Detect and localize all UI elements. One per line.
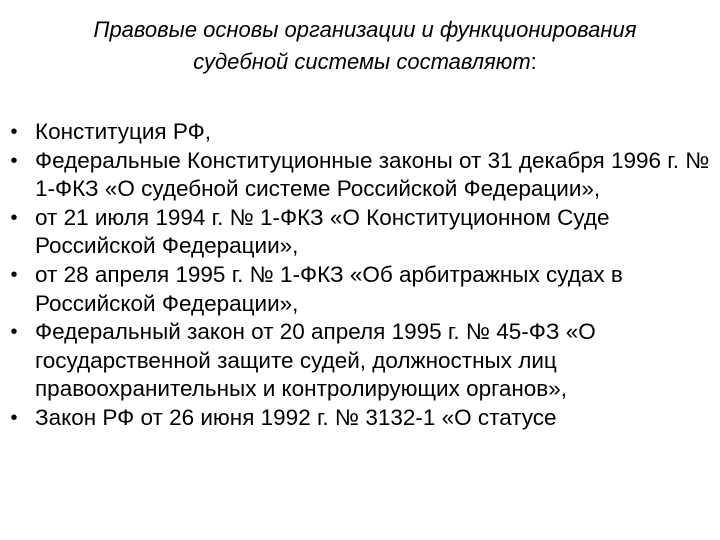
list-item xyxy=(0,404,720,433)
list-item-text: от 28 апреля 1995 г. № 1-ФКЗ «Об арбитражных судах в Российской Федерации», xyxy=(35,261,623,316)
slide-title xyxy=(20,14,710,78)
bullet-icon: • xyxy=(10,121,18,143)
bullet-icon: • xyxy=(10,263,18,286)
list-item xyxy=(0,147,720,204)
bullet-icon: • xyxy=(10,321,18,344)
list-item xyxy=(0,261,720,318)
title-line-1: Правовые основы организации и функционирования xyxy=(93,17,637,42)
bullet-icon: • xyxy=(10,206,18,229)
bullet-list xyxy=(0,118,720,433)
list-item-text: Федеральные Конституционные законы от 31 декабря 1996 г. № 1-ФКЗ «О судебной системе Российской Федерации», xyxy=(35,147,710,202)
title-line-2-text: судебной системы составляют xyxy=(193,49,531,74)
list-item xyxy=(0,318,720,404)
list-item-text: Федеральный закон от 20 апреля 1995 г. № 45-ФЗ «О государственной защите судей, должностных лиц правоохранительных и контролирующих органов», xyxy=(35,319,596,402)
list-item xyxy=(0,204,720,261)
bullet-icon: • xyxy=(10,149,18,172)
title-line-2 xyxy=(20,46,710,78)
bullet-icon: • xyxy=(10,406,18,429)
list-item xyxy=(0,118,720,147)
list-item-text: Закон РФ от 26 июня 1992 г. № 3132-1 «О статусе xyxy=(35,404,557,430)
list-item-text: Конституция РФ, xyxy=(35,119,211,144)
list-item-text: от 21 июля 1994 г. № 1-ФКЗ «О Конституционном Суде Российской Федерации», xyxy=(35,204,610,259)
title-colon: : xyxy=(530,49,537,74)
